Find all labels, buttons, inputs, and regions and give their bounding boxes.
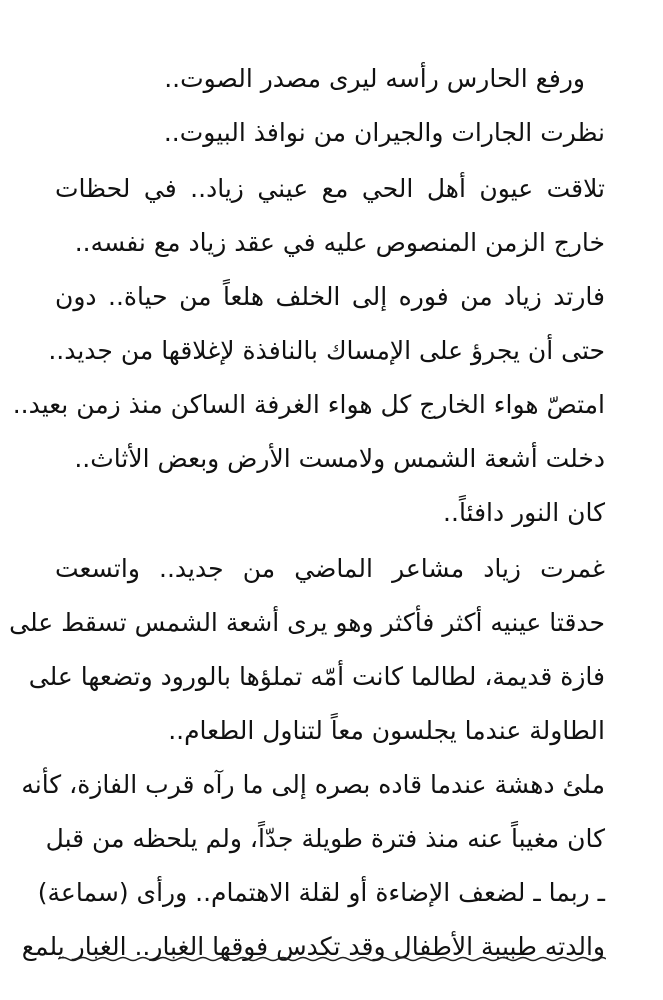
- text-line: حتى أن يجرؤ على الإمساك بالنافذة لإغلاقها من جديد..: [48, 336, 605, 365]
- text-line: غمرت زياد مشاعر الماضي من جديد.. واتسعت: [55, 554, 605, 583]
- text-line: كان النور دافئاً..: [443, 498, 605, 527]
- text-line: ملئ دهشة عندما قاده بصره إلى ما رآه قرب الفازة، كأنه: [21, 770, 605, 799]
- text-line: دخلت أشعة الشمس ولامست الأرض وبعض الأثاث..: [74, 444, 605, 473]
- text-line: كان مغيباً عنه منذ فترة طويلة جدّاً، ولم يلحظه من قبل: [45, 824, 605, 853]
- text-line: ورفع الحارس رأسه ليرى مصدر الصوت..: [164, 64, 585, 93]
- text-line: امتصّ هواء الخارج كل هواء الغرفة الساكن منذ زمن بعيد..: [12, 390, 605, 419]
- text-line: فارتد زياد من فوره إلى الخلف هلعاً من حياة.. دون: [55, 282, 605, 311]
- text-line: خارج الزمن المنصوص عليه في عقد زياد مع نفسه..: [74, 228, 605, 257]
- text-line: الطاولة عندما يجلسون معاً لتناول الطعام..: [168, 716, 605, 745]
- text-line: والدته طبيبة الأطفال وقد تكدس فوقها الغبار.. الغبار يلمع: [21, 932, 605, 961]
- text-line: تلاقت عيون أهل الحي مع عيني زياد.. في لحظات: [55, 174, 605, 203]
- text-line: حدقتا عينيه أكثر فأكثر وهو يرى أشعة الشمس تسقط على: [9, 608, 605, 637]
- text-line: نظرت الجارات والجيران من نوافذ البيوت..: [163, 118, 605, 147]
- text-line: ـ ربما ـ لضعف الإضاءة أو لقلة الاهتمام.. ورأى (سماعة): [37, 878, 605, 907]
- wavy-divider: [58, 953, 606, 965]
- text-line: فازة قديمة، لطالما كانت أمّه تملؤها بالورود وتضعها على: [28, 662, 605, 691]
